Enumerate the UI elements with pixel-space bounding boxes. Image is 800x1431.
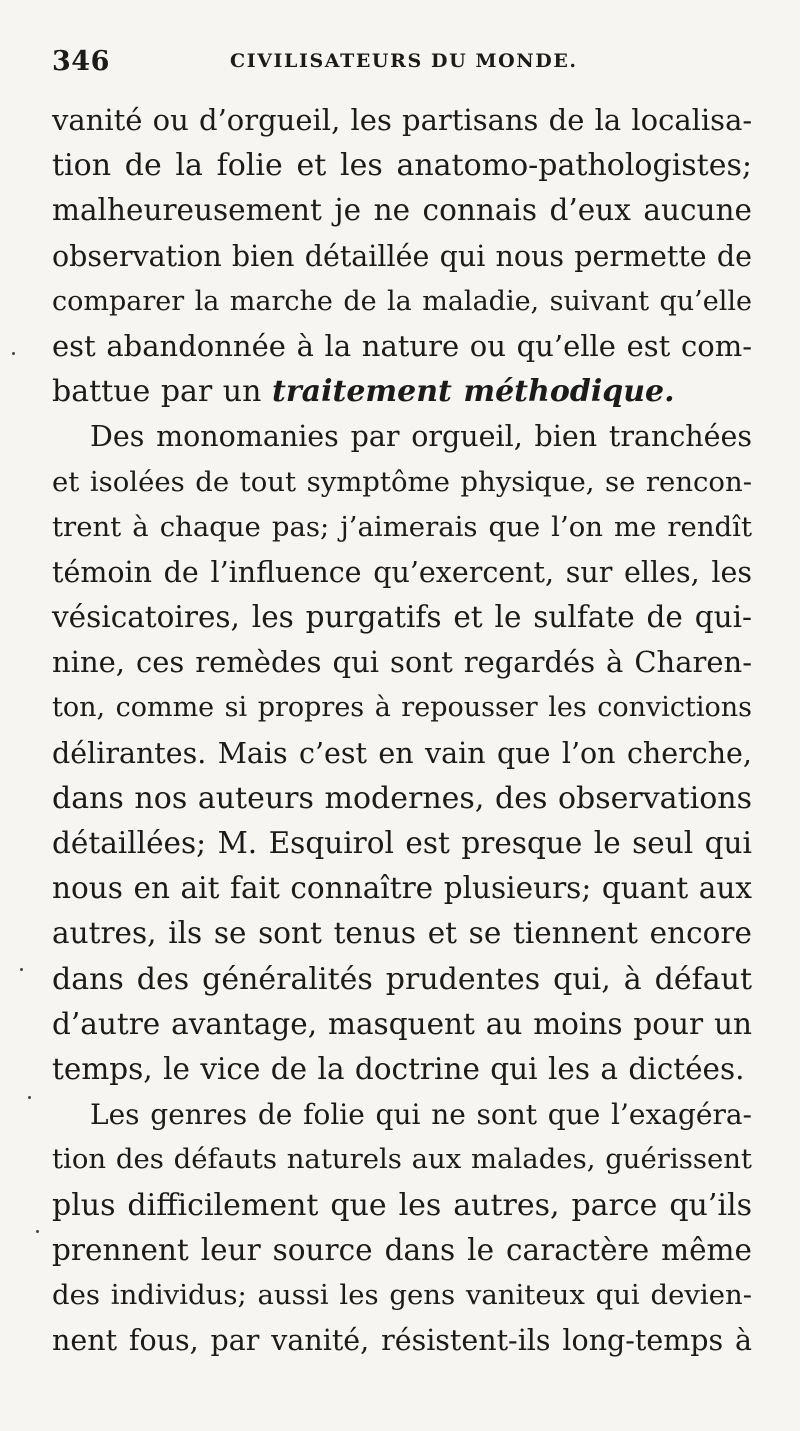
text-line: dans des généralités prudentes qui, à défaut [52, 961, 752, 997]
text-line-start: battue par un [52, 374, 272, 410]
text-line: tion des défauts naturels aux malades, guérissent [52, 1143, 752, 1176]
running-title: CIVILISATEURS DU MONDE. [230, 50, 578, 72]
body-text [52, 98, 752, 1363]
text-line: dans nos auteurs modernes, des observations [52, 780, 752, 816]
text-line: observation bien détaillée qui nous permette de [52, 239, 752, 273]
text-line: temps, le vice de la doctrine qui les a dictées. [52, 1051, 745, 1086]
text-line: Les genres de folie qui ne sont que l’exagéra- [90, 1098, 752, 1132]
print-speck [36, 1230, 39, 1233]
text-line: est abandonnée à la nature ou qu’elle est com- [52, 328, 752, 363]
text-line: ton, comme si propres à repousser les convictions [52, 692, 752, 724]
text-line: nent fous, par vanité, résistent-ils long-temps à [52, 1324, 752, 1358]
text-line [52, 369, 752, 414]
print-speck [28, 1096, 31, 1099]
page-header [52, 46, 752, 80]
text-line: des individus; aussi les gens vaniteux qui devien- [52, 1278, 752, 1311]
text-line: prennent leur source dans le caractère même [52, 1232, 752, 1267]
text-line: d’autre avantage, masquent au moins pour un [52, 1006, 752, 1041]
text-line: témoin de l’influence qu’exercent, sur elles, les [52, 555, 752, 589]
text-line: Des monomanies par orgueil, bien tranchées [90, 420, 752, 454]
text-line: autres, ils se sont tenus et se tiennent encore [52, 916, 752, 951]
text-line: nous en ait fait connaître plusieurs; quant aux [52, 871, 752, 906]
print-speck [12, 352, 15, 355]
text-line: vésicatoires, les purgatifs et le sulfate de qui- [52, 600, 752, 635]
text-line: nine, ces remèdes qui sont regardés à Charen- [52, 645, 752, 680]
text-line: délirantes. Mais c’est en vain que l’on cherche, [52, 736, 752, 770]
emphasis-text: traitement méthodique. [271, 374, 675, 410]
text-line: malheureusement je ne connais d’eux aucune [52, 193, 752, 228]
text-line: tion de la folie et les anatomo-pathologistes; [52, 148, 752, 184]
text-line: comparer la marche de la maladie, suivant qu’elle [52, 285, 752, 317]
print-speck [20, 968, 23, 971]
text-line: plus difficilement que les autres, parce qu’ils [52, 1187, 752, 1223]
text-line: vanité ou d’orgueil, les partisans de la localisa- [52, 103, 753, 137]
text-line: trent à chaque pas; j’aimerais que l’on me rendît [52, 510, 752, 543]
page-number: 346 [52, 46, 110, 77]
text-line: et isolées de tout symptôme physique, se rencon- [52, 465, 752, 498]
text-line: détaillées; M. Esquirol est presque le seul qui [52, 826, 752, 860]
